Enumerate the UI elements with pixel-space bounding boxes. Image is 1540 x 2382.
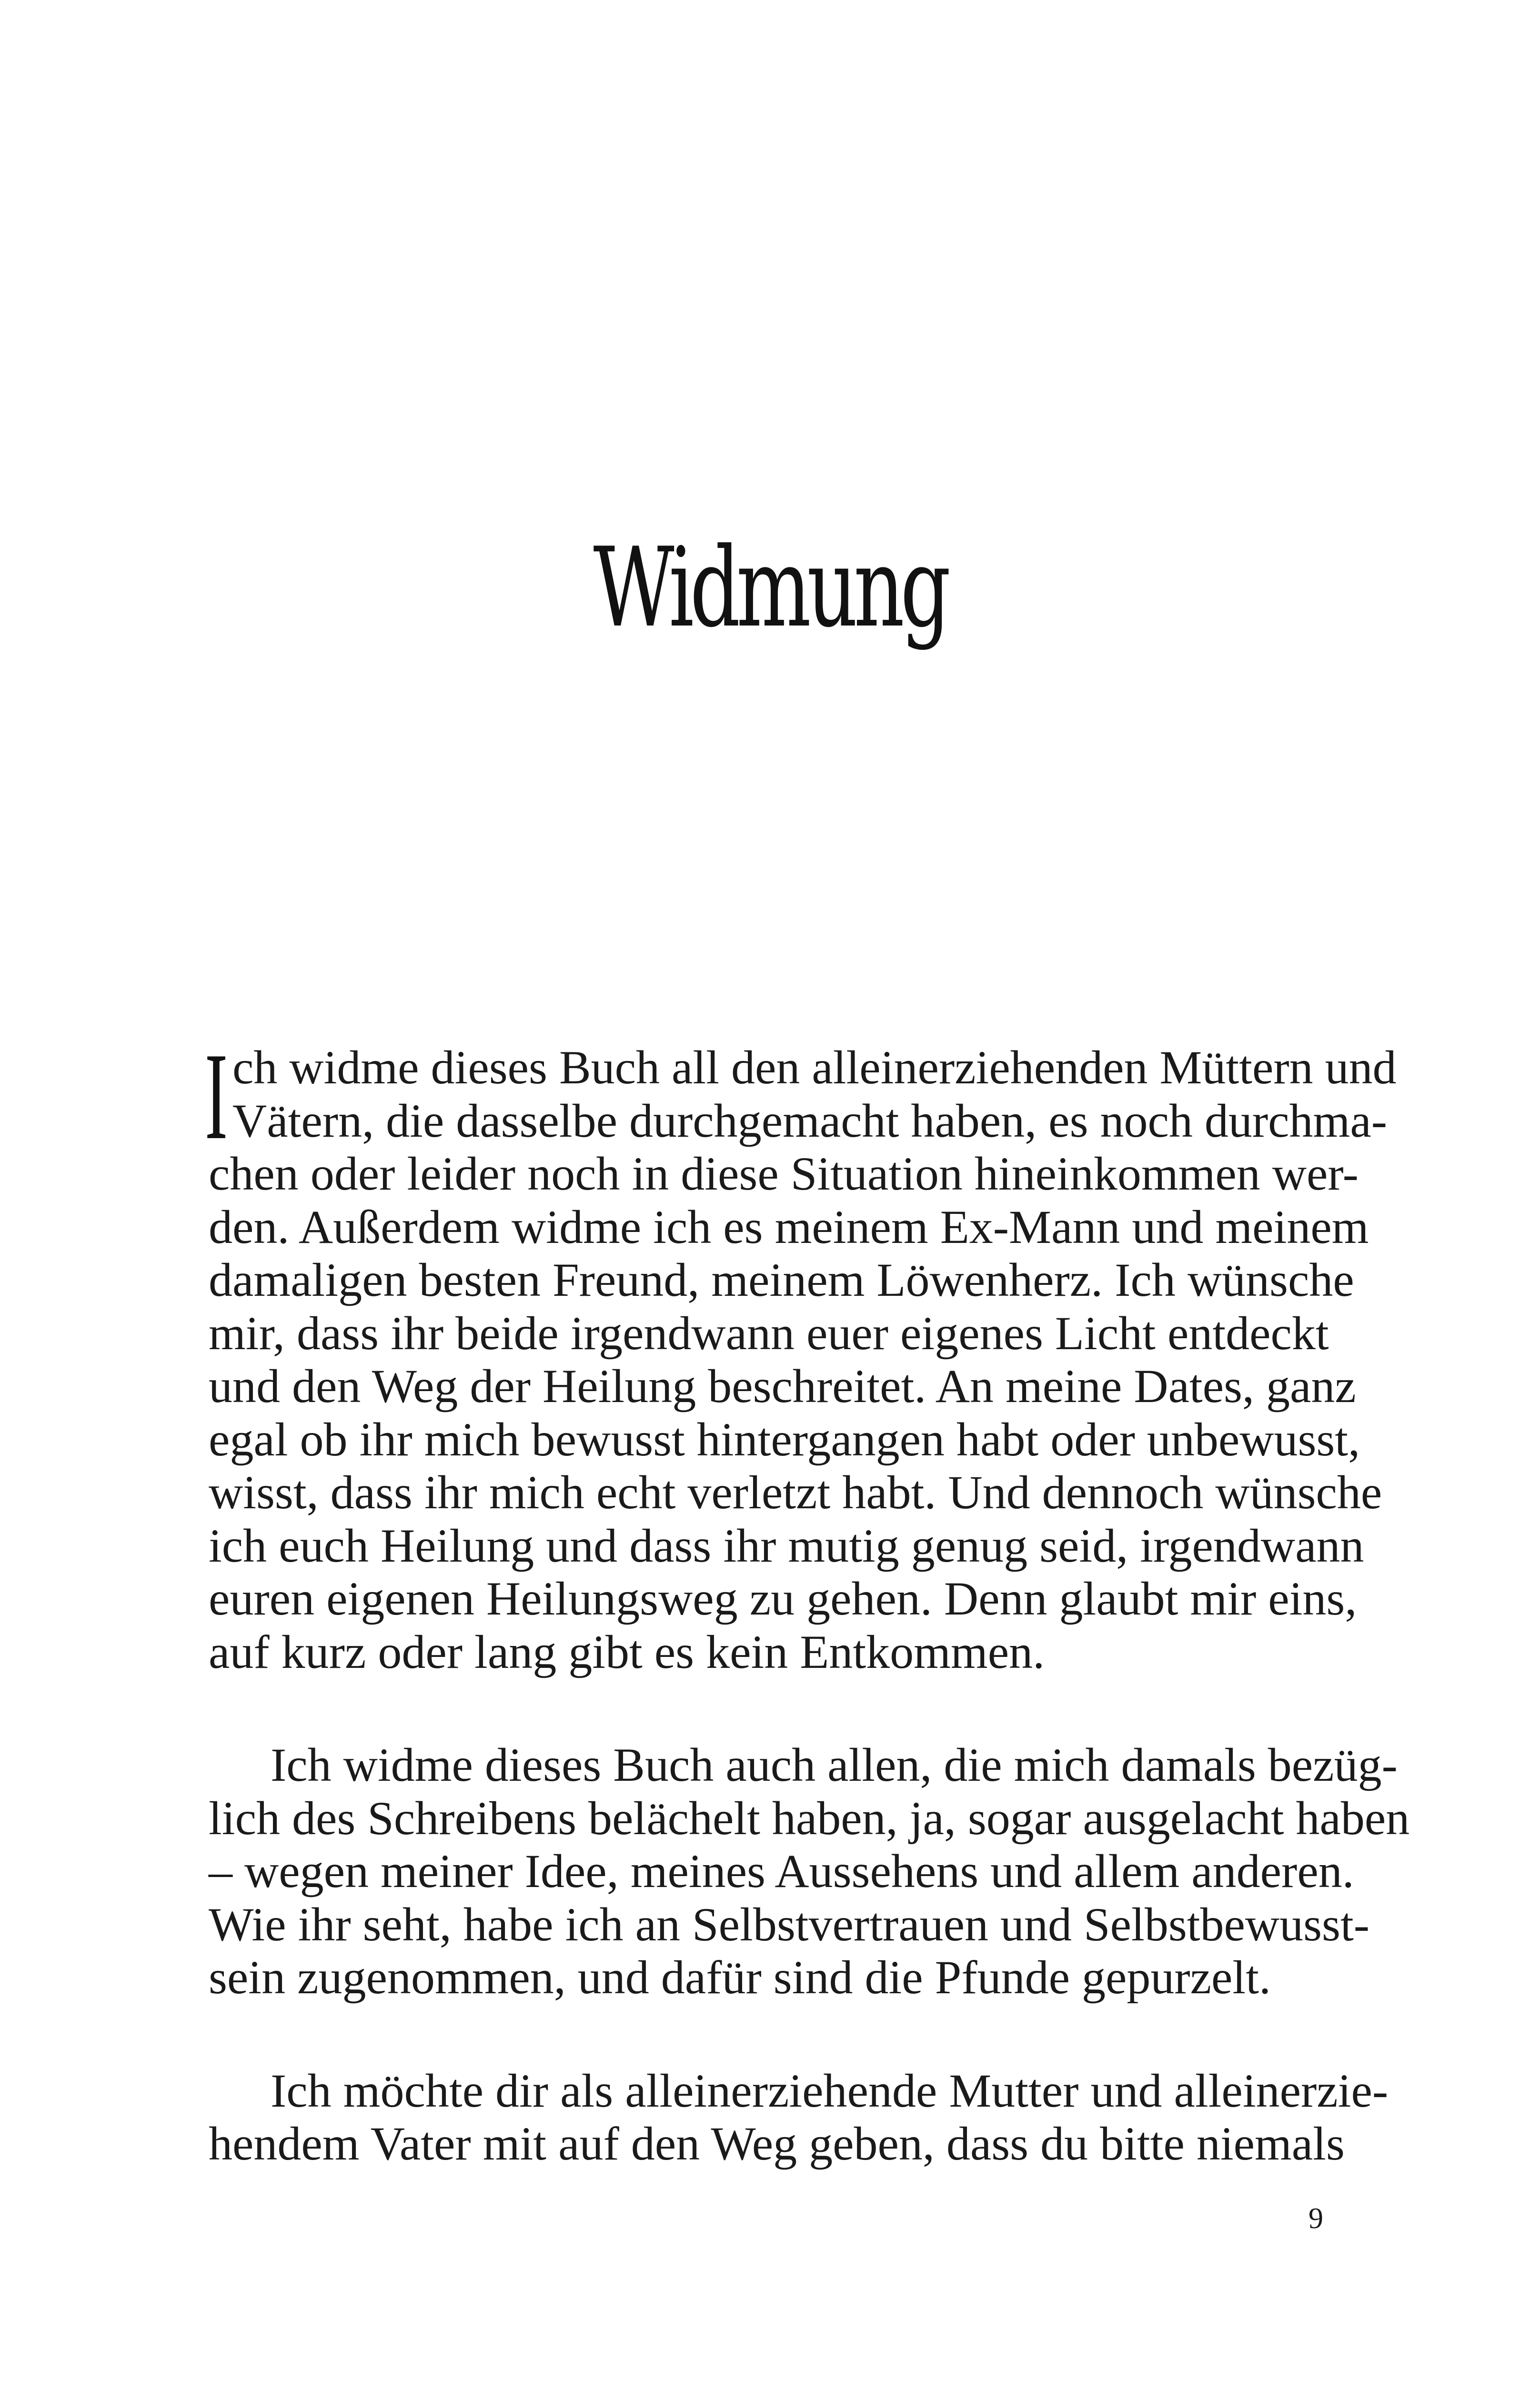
text-line: Vätern, die dasselbe durchgemacht haben, es noch durchma- (232, 1094, 1388, 1147)
text-line: lich des Schreibens belächelt haben, ja, sogar ausgelacht haben (209, 1791, 1410, 1845)
text-line: sein zugenommen, und dafür sind die Pfunde gepurzelt. (209, 1951, 1271, 2004)
text-line: mir, dass ihr beide irgendwann euer eigenes Licht entdeckt (209, 1306, 1329, 1360)
text-line (209, 1738, 1398, 1792)
text-line-content: Ich möchte dir als alleinerziehende Mutter und alleinerzie- (271, 2064, 1389, 2117)
drop-cap: I (205, 1027, 228, 1165)
text-line: Wie ihr seht, habe ich an Selbstvertrauen und Selbstbewusst- (209, 1898, 1370, 1951)
text-line: chen oder leider noch in diese Situation hineinkommen wer- (209, 1147, 1359, 1200)
paragraph-2 (209, 1738, 1410, 2004)
text-line: egal ob ihr mich bewusst hintergangen habt oder unbewusst, (209, 1413, 1360, 1466)
text-line: auf kurz oder lang gibt es kein Entkommen. (209, 1625, 1045, 1678)
text-line: euren eigenen Heilungsweg zu gehen. Denn glaubt mir eins, (209, 1572, 1357, 1625)
chapter-title: Widmung (593, 525, 947, 652)
text-line: ch widme dieses Buch all den alleinerziehenden Müttern und (232, 1041, 1397, 1094)
text-line: – wegen meiner Idee, meines Aussehens und allem anderen. (209, 1845, 1354, 1898)
paragraph-1 (209, 1041, 1397, 1678)
text-line: ich euch Heilung und dass ihr mutig genug seid, irgendwann (209, 1519, 1364, 1572)
text-line: hendem Vater mit auf den Weg geben, dass du bitte niemals (209, 2117, 1345, 2170)
text-line: damaligen besten Freund, meinem Löwenherz. Ich wünsche (209, 1253, 1354, 1306)
body-text (209, 1041, 1410, 2170)
text-line (209, 2064, 1389, 2118)
text-line: und den Weg der Heilung beschreitet. An meine Dates, ganz (209, 1360, 1356, 1413)
text-line: wisst, dass ihr mich echt verletzt habt. Und dennoch wünsche (209, 1466, 1382, 1519)
text-line-content: Ich widme dieses Buch auch allen, die mich damals bezüg- (271, 1738, 1398, 1791)
text-line: den. Außerdem widme ich es meinem Ex-Mann und meinem (209, 1200, 1369, 1253)
paragraph-3 (209, 2064, 1389, 2170)
page-number: 9 (1308, 2202, 1323, 2235)
